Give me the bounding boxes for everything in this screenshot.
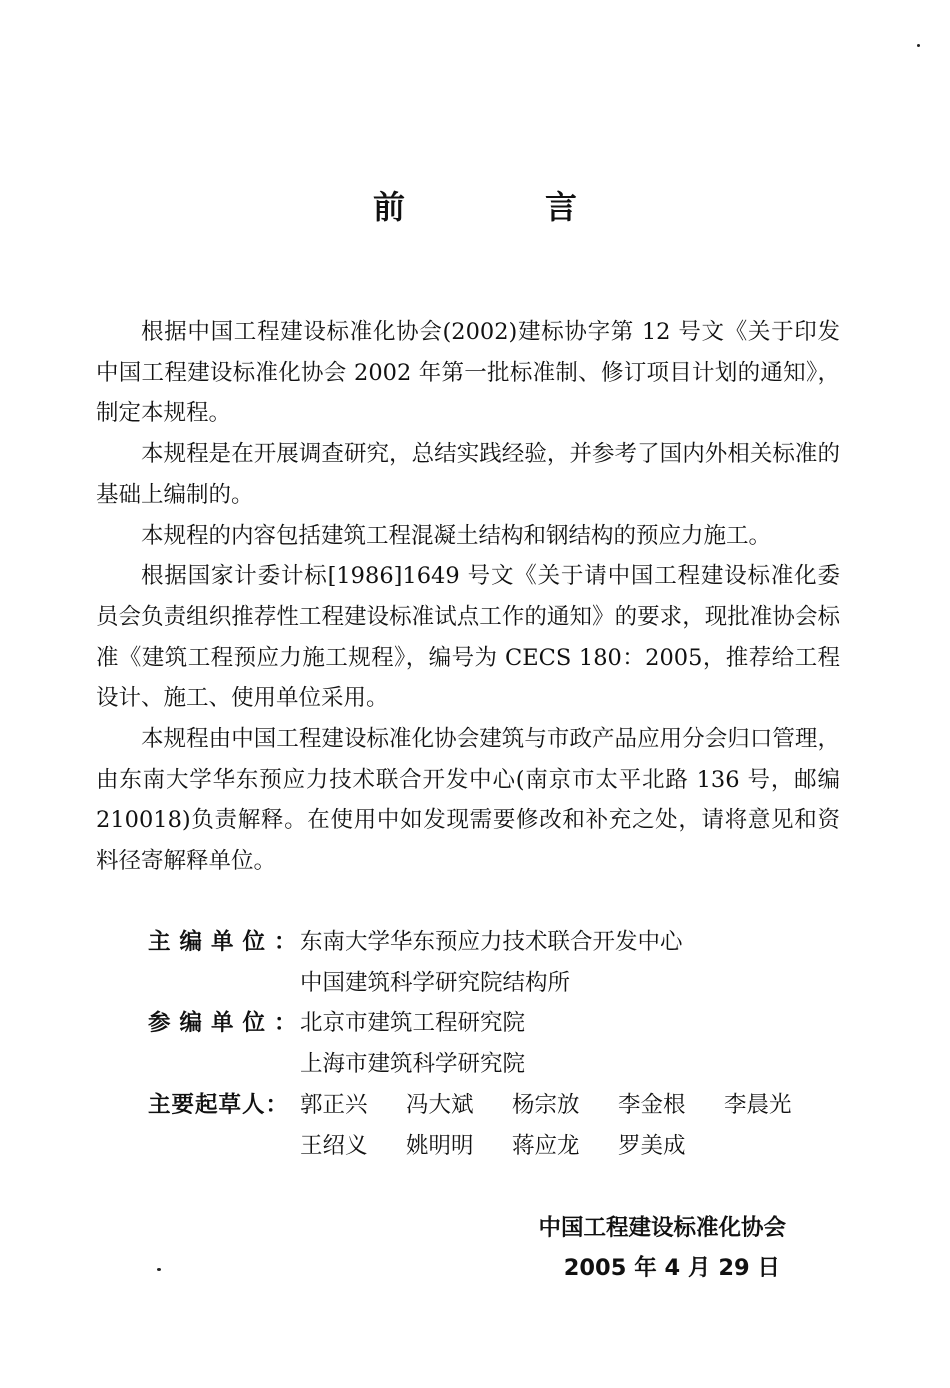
drafter-name: 杨宗放 [512, 1091, 580, 1118]
participating-editor-unit: 北京市建筑工程研究院 [300, 1010, 526, 1037]
drafter-name: 蒋应龙 [512, 1132, 580, 1159]
drafter-name: 李晨光 [724, 1091, 792, 1118]
preface-body [96, 312, 840, 882]
preface-paragraph: 根据中国工程建设标准化协会(2002)建标协字第 12 号文《关于印发中国工程建设标准化协会 2002 年第一批标准制、修订项目计划的通知》，制定本规程。 [96, 319, 840, 427]
preface-paragraph: 本规程由中国工程建设标准化协会建筑与市政产品应用分会归口管理，由东南大学华东预应力技术联合开发中心(南京市太平北路 136 号，邮编 210018)负责解释。在使用中如发现需要修改和补充之处，请将意见和资料径寄解释单位。 [96, 726, 840, 875]
participating-editor-row [148, 1003, 830, 1084]
chief-editor-label: 主编单位： [148, 929, 306, 955]
drafters-label: 主要起草人： [148, 1091, 290, 1118]
chief-editor-unit: 东南大学华东预应力技术联合开发中心 [300, 929, 683, 955]
participating-editor-unit: 上海市建筑科学研究院 [300, 1051, 526, 1078]
chief-editor-unit: 中国建筑科学研究院结构所 [300, 969, 571, 996]
signature-organization: 中国工程建设标准化协会 [538, 1215, 786, 1241]
scan-speck [917, 44, 920, 47]
preface-paragraph: 本规程的内容包括建筑工程混凝土结构和钢结构的预应力施工。 [141, 522, 772, 549]
signature-date: 2005 年 4 月 29 日 [563, 1255, 780, 1281]
drafter-name: 李金根 [618, 1091, 686, 1118]
preface-paragraph: 根据国家计委计标[1986]1649 号文《关于请中国工程建设标准化委员会负责组织推荐性工程建设标准试点工作的通知》的要求，现批准协会标准《建筑工程预应力施工规程》，编号为 CECS 180：2005，推荐给工程设计、施工、使用单位采用。 [96, 563, 840, 712]
scan-speck [157, 1268, 161, 1271]
drafter-name: 冯大斌 [406, 1091, 474, 1118]
preface-paragraph: 本规程是在开展调查研究，总结实践经验，并参考了国内外相关标准的基础上编制的。 [96, 441, 840, 508]
drafters-row [148, 1085, 830, 1166]
drafter-name: 王绍义 [300, 1132, 368, 1159]
signature-block [496, 1208, 786, 1288]
credits-block [148, 922, 830, 1166]
drafter-name: 姚明明 [406, 1132, 474, 1159]
drafter-name: 郭正兴 [300, 1091, 368, 1118]
page-title: 前 言 [372, 188, 631, 226]
drafter-name: 罗美成 [618, 1132, 686, 1159]
chief-editor-row [148, 922, 830, 1003]
participating-editor-label: 参编单位： [148, 1010, 306, 1037]
